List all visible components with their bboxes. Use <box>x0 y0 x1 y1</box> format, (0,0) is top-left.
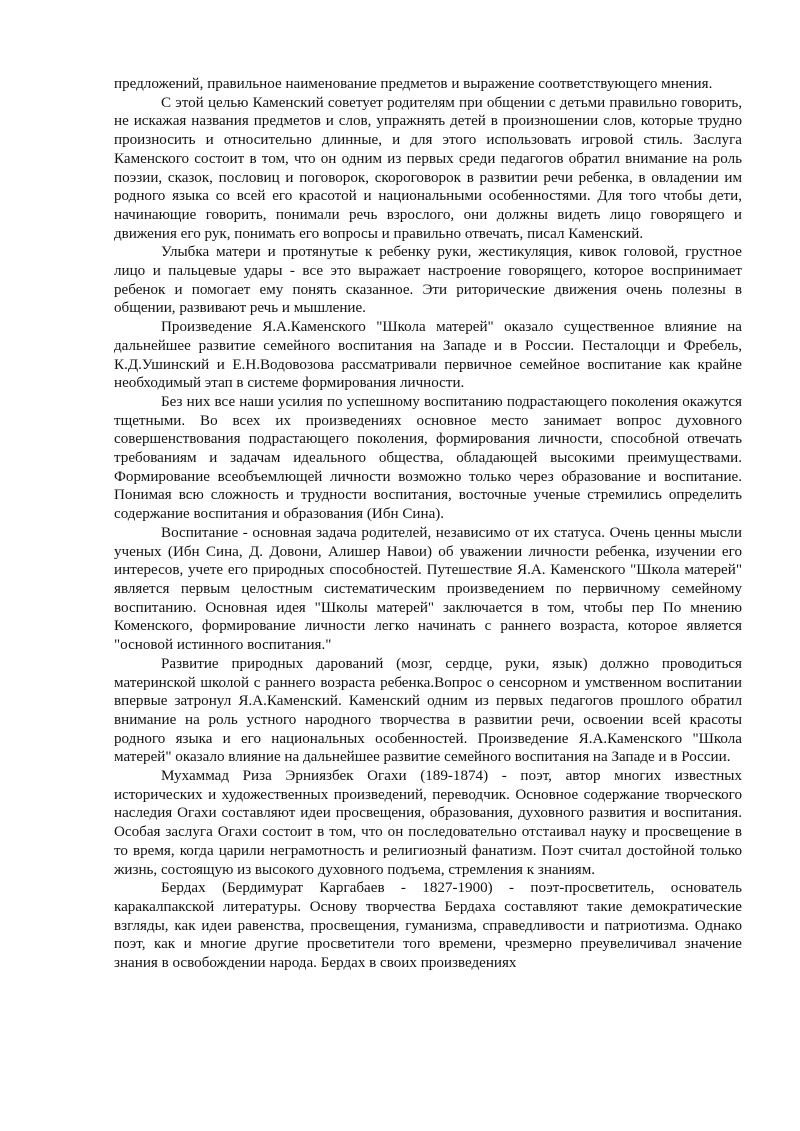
paragraph-6: Воспитание - основная задача родителей, независимо от их статуса. Очень ценны мысли ученых (Ибн Сина, Д. Довони, Алишер Навои) об уважении личности ребенка, изучении его интересов, учете его природных способностей. Путешествие Я.А. Каменского "Школа матерей" является первым целостным систематическим произведением по первичному семейному воспитанию. Основная идея "Школы матерей" заключается в том, чтобы пер По мнению Коменского, формирование личности легко начинать с раннего возраста, которое является "основой истинного воспитания." <box>114 524 742 654</box>
paragraph-7: Развитие природных дарований (мозг, сердце, руки, язык) должно проводиться материнской школой с раннего возраста ребенка.Вопрос о сенсорном и умственном воспитании впервые затронул Я.А.Каменский. Каменский одним из первых педагогов прошлого обратил внимание на роль устного народного творчества в развитии речи, освоении всей красоты родного языка и его национальных особенностей. Произведение Я.А.Каменского "Школа матерей" оказало влияние на дальнейшее развитие семейного воспитания на Западе и в России. <box>114 655 742 766</box>
paragraph-5: Без них все наши усилия по успешному воспитанию подрастающего поколения окажутся тщетными. Во всех их произведениях основное место занимает вопрос духовного совершенствования подрастающего поколения, формирования личности, способной отвечать требованиям и задачам идеального общества, обладающей высокими преимуществами. Формирование всеобъемлющей личности возможно только через образование и воспитание. Понимая всю сложность и трудности воспитания, восточные ученые стремились определить содержание воспитания и образования (Ибн Сина). <box>114 393 742 523</box>
paragraph-4: Произведение Я.А.Каменского "Школа матерей" оказало существенное влияние на дальнейшее развитие семейного воспитания на Западе и в России. Песталоцци и Фребель, К.Д.Ушинский и Е.Н.Водовозова рассматривали первичное семейное воспитание как крайне необходимый этап в системе формирования личности. <box>114 319 742 392</box>
paragraph-1: предложений, правильное наименование предметов и выражение соответствующего мнения. <box>114 76 713 92</box>
paragraph-2: С этой целью Каменский советует родителям при общении с детьми правильно говорить, не искажая названия предметов и слов, упражнять детей в произношении слов, которые трудно произносить и относительно длинные, и для этого использовать игровой стиль. Заслуга Каменского состоит в том, что он одним из первых среди педагогов обратил внимание на роль поэзии, сказок, пословиц и поговорок, скороговорок в развитии речи ребенка, в овладении им родного языка со всей его красотой и национальными особенностями. Для того чтобы дети, начинающие говорить, понимали речь взрослого, они должны видеть лицо говорящего и движения его рук, понимать его вопросы и правильно отвечать, писал Каменский. <box>114 94 742 242</box>
document-page <box>114 75 742 973</box>
paragraph-3: Улыбка матери и протянутые к ребенку руки, жестикуляция, кивок головой, грустное лицо и пальцевые удары - все это выражает настроение говорящего, которое воспринимает ребенок и помогает ему понять сказанное. Эти риторические движения очень полезны в общении, развивают речь и мышление. <box>114 244 742 317</box>
paragraph-9: Бердах (Бердимурат Каргабаев - 1827-1900) - поэт-просветитель, основатель каракалпакской литературы. Основу творчества Бердаха составляют такие демократические взгляды, как идеи равенства, просвещения, гуманизма, справедливости и патриотизма. Однако поэт, как и многие другие просветители того времени, чрезмерно преувеличивал значение знания в освобождении народа. Бердах в своих произведениях <box>114 880 742 972</box>
paragraph-8: Мухаммад Риза Эрниязбек Огахи (189-1874) - поэт, автор многих известных исторических и художественных произведений, переводчик. Основное содержание творческого наследия Огахи составляют идеи просвещения, образования, духовного развития и воспитания. Особая заслуга Огахи состоит в том, что он последовательно отстаивал науку и просвещение в то время, когда царили неграмотность и религиозный фанатизм. Поэт считал достойной только жизнь, состоящую из высокого духовного подъема, стремления к знаниям. <box>114 768 742 878</box>
